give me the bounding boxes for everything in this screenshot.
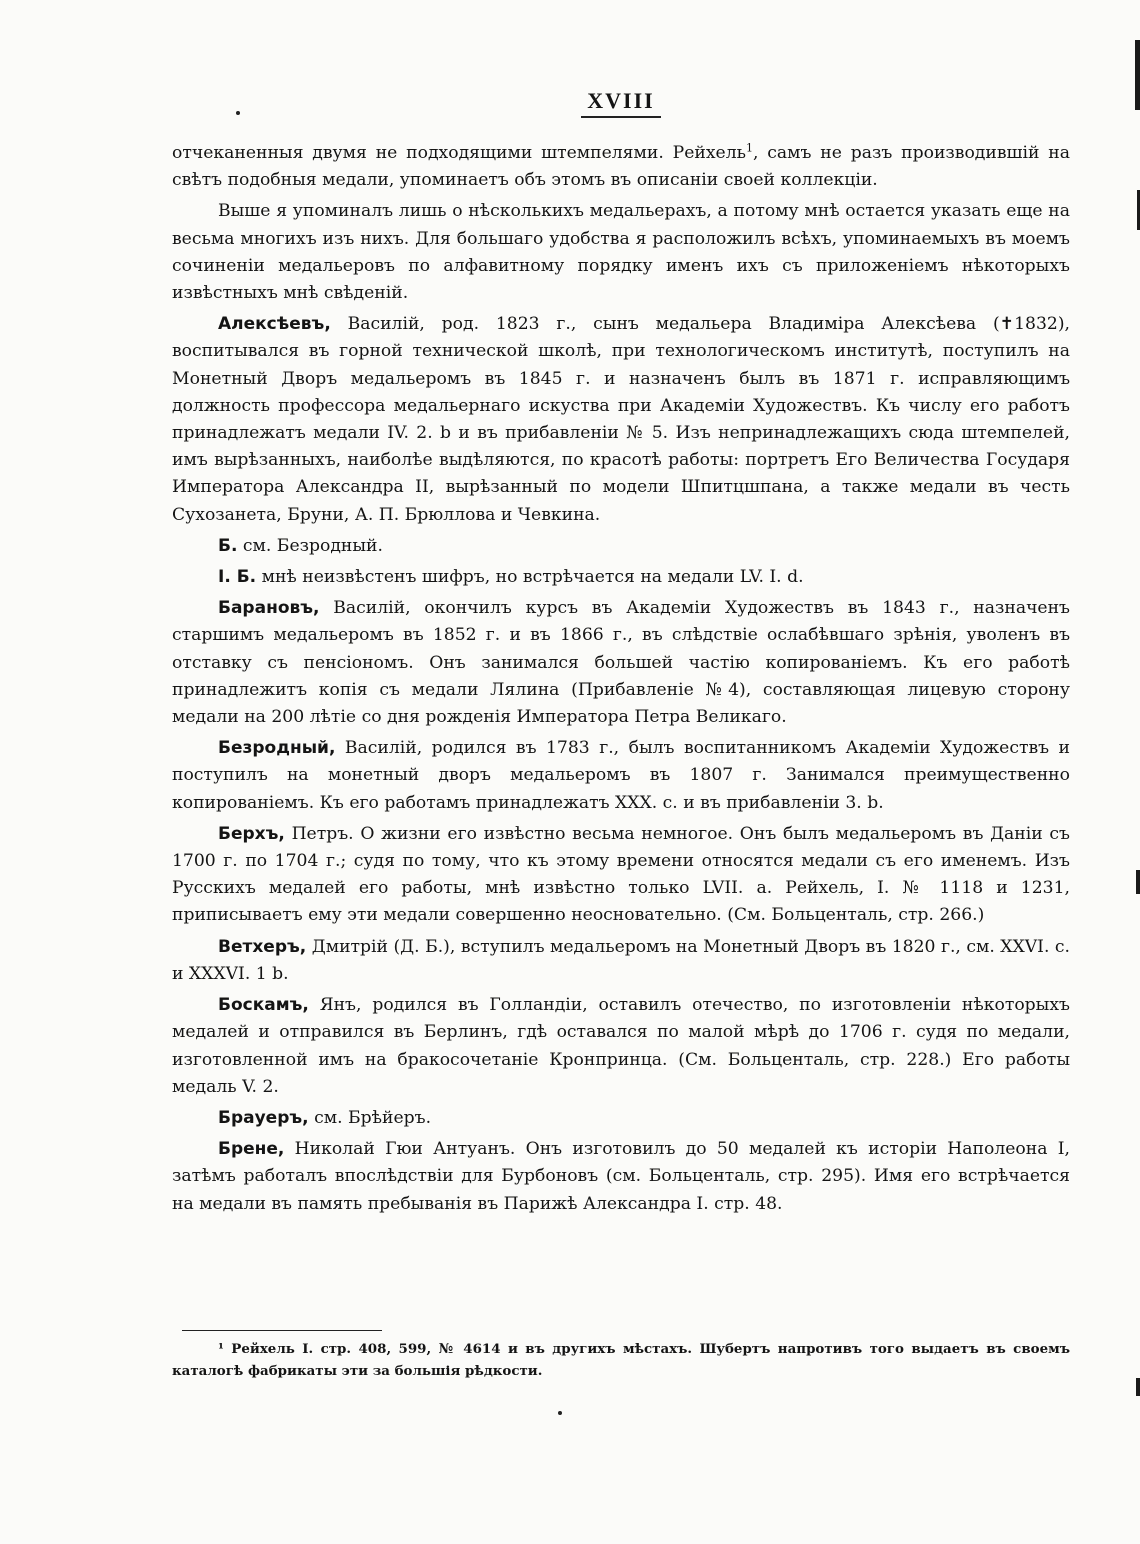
entry-heading: Ветхеръ,	[218, 936, 307, 957]
page-header	[172, 88, 1070, 118]
footnote-divider	[182, 1330, 382, 1331]
paragraph-text: Петръ. О жизни его извѣстно весьма немногое. Онъ былъ медальеромъ въ Даніи съ 1700 г. по 1704 г.; судя по тому, что къ этому времени относятся медали съ его именемъ. Изъ Русскихъ медалей его работы, мнѣ извѣстно только LVII. a. Рейхель, I. № 1118 и 1231, приписываетъ ему эти медали совершенно неосновательно. (См. Больценталь, стр. 266.)	[172, 823, 1070, 926]
paragraph-text: Янъ, родился въ Голландіи, оставилъ отечество, по изготовленіи нѣкоторыхъ медалей и отправился въ Берлинъ, гдѣ оставался по малой мѣрѣ до 1706 г. судя по медали, изготовленной имъ на бракосочетаніе Кронпринца. (См. Больценталь, стр. 228.) Его работы медаль V. 2.	[172, 995, 1070, 1097]
footnote	[172, 1338, 1070, 1382]
print-speck	[236, 111, 240, 115]
paragraph	[172, 198, 1070, 307]
paragraph-text: отчеканенныя двумя не подходящими штемпелями. Рейхель	[172, 143, 746, 163]
paragraph	[172, 934, 1070, 988]
print-speck	[558, 1411, 562, 1415]
paragraph	[172, 1136, 1070, 1218]
paragraph-text: Василій, родился въ 1783 г., былъ воспитанникомъ Академіи Художествъ и поступилъ на монетный дворъ медальеромъ въ 1807 г. Занимался преимущественно копированіемъ. Къ его работамъ принадлежатъ XXX. c. и въ прибавленіи 3. b.	[172, 738, 1070, 813]
paragraph	[172, 533, 1070, 560]
footnote-marker: ¹	[218, 1341, 224, 1357]
paragraph-text: мнѣ неизвѣстенъ шифръ, но встрѣчается на медали LV. I. d.	[256, 567, 804, 588]
paragraph	[172, 564, 1070, 591]
paragraph	[172, 735, 1070, 817]
entry-heading: Б.	[218, 535, 238, 556]
entry-heading: Безродный,	[218, 738, 336, 759]
scan-edge-mark	[1135, 40, 1140, 110]
scan-edge-mark	[1136, 1378, 1140, 1396]
footnote-text: Рейхель I. стр. 408, 599, № 4614 и въ другихъ мѣстахъ. Шубертъ напротивъ того выдаетъ въ своемъ каталогѣ фабрикаты эти за большія рѣдкости.	[172, 1341, 1070, 1379]
entry-heading: Брауеръ,	[218, 1107, 309, 1128]
paragraph-text: Николай Гюи Антуанъ. Онъ изготовилъ до 50 медалей къ исторіи Наполеона I, затѣмъ работалъ впослѣдствіи для Бурбоновъ (см. Больценталь, стр. 295). Имя его встрѣчается на медали въ память пребыванія въ Парижѣ Александра I. стр. 48.	[172, 1139, 1070, 1214]
page-number: XVIII	[581, 88, 660, 118]
paragraph	[172, 311, 1070, 529]
body-text	[172, 140, 1070, 1222]
paragraph	[172, 1105, 1070, 1132]
scan-edge-mark	[1136, 870, 1140, 894]
entry-heading: Боскамъ,	[218, 995, 309, 1016]
paragraph-text: Василій, окончилъ курсъ въ Академіи Художествъ въ 1843 г., назначенъ старшимъ медальеромъ въ 1852 г. и въ 1866 г., въ слѣдствіе ослабѣвшаго зрѣнія, уволенъ въ отставку съ пенсіономъ. Онъ занимался большей частію копированіемъ. Къ его работѣ принадлежитъ копія съ медали Лялина (Прибавленіе №4), составляющая лицевую сторону медали на 200 лѣтіе со дня рожденія Императора Петра Великаго.	[172, 598, 1070, 728]
paragraph	[172, 140, 1070, 194]
entry-heading: Барановъ,	[218, 598, 320, 619]
entry-heading: I. Б.	[218, 567, 257, 588]
paragraph-text: Дмитрій (Д. Б.), вступилъ медальеромъ на Монетный Дворъ въ 1820 г., см. XXVI. c. и XXXVI. 1 b.	[172, 936, 1070, 984]
paragraph-text: см. Брѣйеръ.	[308, 1107, 432, 1128]
paragraph-text: Выше я упоминалъ лишь о нѣсколькихъ медальерахъ, а потому мнѣ остается указать еще на весьма многихъ изъ нихъ. Для большаго удобства я расположилъ всѣхъ, упоминаемыхъ въ моемъ сочиненіи медальеровъ по алфавитному порядку именъ ихъ съ приложеніемъ нѣкоторыхъ извѣстныхъ мнѣ свѣденій.	[172, 201, 1070, 304]
paragraph-text: см. Безродный.	[237, 535, 383, 556]
entry-heading: Брене,	[218, 1139, 285, 1160]
paragraph	[172, 992, 1070, 1101]
entry-heading: Берхъ,	[218, 823, 285, 844]
paragraph	[172, 595, 1070, 731]
paragraph-text: Василій, род. 1823 г., сынъ медальера Владиміра Алексѣева (✝1832), воспитывался въ горной технической школѣ, при технологическомъ институтѣ, поступилъ на Монетный Дворъ медальеромъ въ 1845 г. и назначенъ былъ въ 1871 г. исправляющимъ должность профессора медальернаго искуства при Академіи Художествъ. Къ числу его работъ принадлежатъ медали IV. 2. b и въ прибавленіи № 5. Изъ непринадлежащихъ сюда штемпелей, имъ вырѣзанныхъ, наиболѣе выдѣляются, по красотѣ работы: портретъ Его Величества Государя Императора Александра II, вырѣзанный по модели Шпитцшпана, а также медали въ честь Сухозанета, Бруни, А. П. Брюллова и Чевкина.	[172, 314, 1070, 525]
footnote-reference: 1	[745, 141, 753, 155]
paragraph-text: , самъ не разъ производившій на свѣтъ подобныя медали, упоминаетъ объ этомъ въ описаніи своей коллекціи.	[172, 143, 1070, 191]
entry-heading: Алексѣевъ,	[218, 314, 331, 335]
paragraph	[172, 821, 1070, 930]
